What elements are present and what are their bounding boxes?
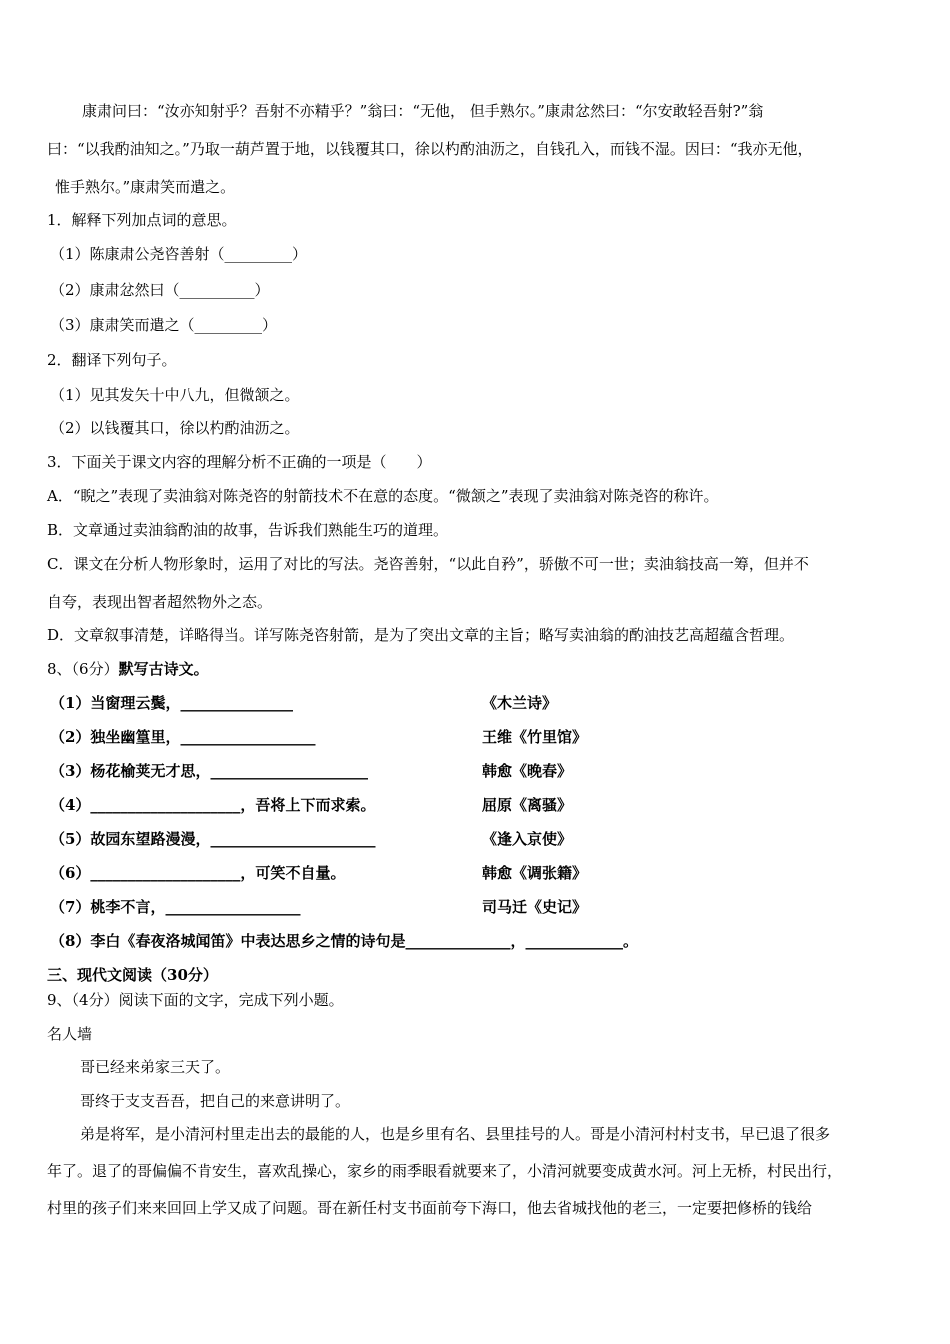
poem-row-source: 韩愈《调张籍》 (482, 864, 588, 882)
passage-line: 曰：“以我酌油知之。”乃取一葫芦置于地，以钱覆其口，徐以杓酌油沥之，自钱孔入，而钱不湿。因曰：“我亦无他， (47, 140, 813, 158)
article-paragraph: 弟是将军，是小清河村里走出去的最能的人，也是乡里有名、县里挂号的人。哥是小清河村村支书，早已退了很多 (80, 1125, 831, 1143)
poem-row-last: （8）李白《春夜洛城闻笛》中表达思乡之情的诗句是______________，_____________。 (50, 932, 638, 950)
poem-row-source: 司马迁《史记》 (482, 898, 588, 916)
question-3-stem: 3．下面关于课文内容的理解分析不正确的一项是（ ） (47, 453, 432, 471)
poem-row (50, 693, 930, 713)
poem-row-text: （7）桃李不言，__________________ (50, 898, 301, 916)
poem-row-source: 王维《竹里馆》 (482, 728, 588, 746)
question-3-option-c: C．课文在分析人物形象时，运用了对比的写法。尧咨善射，“以此自矜”，骄傲不可一世；卖油翁技高一筹，但并不 (47, 555, 809, 573)
poem-row-source: 韩愈《晚春》 (482, 762, 573, 780)
question-2-item: （2）以钱覆其口，徐以杓酌油沥之。 (50, 419, 300, 437)
question-8-title: 默写古诗文。 (118, 660, 209, 678)
poem-row-text: （2）独坐幽篁里，__________________ (50, 728, 316, 746)
poem-row (50, 897, 930, 917)
passage-line: 惟手熟尔。”康肃笑而遣之。 (55, 178, 236, 196)
article-paragraph: 哥终于支支吾吾，把自己的来意讲明了。 (80, 1092, 351, 1110)
poem-row (50, 761, 930, 781)
article-paragraph-cont: 村里的孩子们来来回回上学又成了问题。哥在新任村支书面前夸下海口，他去省城找他的老三，一定要把修桥的钱给 (47, 1199, 813, 1217)
article-title: 名人墙 (47, 1025, 93, 1043)
poem-row-source: 屈原《离骚》 (482, 796, 573, 814)
question-8-stem (47, 659, 209, 679)
poem-row-text: （6）____________________，可笑不自量。 (50, 864, 346, 882)
question-1-item: （2）康肃忿然曰（__________） (50, 281, 270, 299)
poem-row-text: （3）杨花榆荚无才思，_____________________ (50, 762, 368, 780)
question-3-option-a: A．“睨之”表现了卖油翁对陈尧咨的射箭技术不在意的态度。“微颔之”表现了卖油翁对陈尧咨的称许。 (47, 487, 719, 505)
poem-row (50, 863, 930, 883)
poem-row (50, 727, 930, 747)
poem-row-source: 《逢入京使》 (482, 830, 573, 848)
passage-line: 康肃问曰：“汝亦知射乎？吾射不亦精乎？”翁曰：“无他， 但手熟尔。”康肃忿然曰：“尔安敢轻吾射?”翁 (82, 102, 764, 120)
poem-row (50, 829, 930, 849)
section-heading: 三、现代文阅读（30分） (47, 966, 218, 984)
poem-row-text: （4）____________________，吾将上下而求索。 (50, 796, 376, 814)
question-1-item: （3）康肃笑而遣之（_________） (50, 316, 278, 334)
question-3-option-d: D．文章叙事清楚，详略得当。详写陈尧咨射箭，是为了突出文章的主旨；略写卖油翁的酌油技艺高超蕴含哲理。 (47, 626, 795, 644)
question-3-option-c-cont: 自夸，表现出智者超然物外之态。 (47, 593, 273, 611)
poem-row-text: （5）故园东望路漫漫，______________________ (50, 830, 376, 848)
poem-row (50, 795, 930, 815)
question-3-option-b: B．文章通过卖油翁酌油的故事，告诉我们熟能生巧的道理。 (47, 521, 449, 539)
article-paragraph: 哥已经来弟家三天了。 (80, 1058, 231, 1076)
article-paragraph-cont: 年了。退了的哥偏偏不肯安生，喜欢乱操心，家乡的雨季眼看就要来了，小清河就要变成黄水河。河上无桥，村民出行， (47, 1162, 843, 1180)
poem-row-text: （1）当窗理云鬓，_______________ (50, 694, 293, 712)
question-9-stem: 9、（4分）阅读下面的文字，完成下列小题。 (47, 991, 344, 1009)
question-8-prefix: 8、（6分） (47, 660, 119, 678)
question-1-item: （1）陈康肃公尧咨善射（_________） (50, 245, 308, 263)
question-2-stem: 2．翻译下列句子。 (47, 351, 177, 369)
poem-row-source: 《木兰诗》 (482, 694, 558, 712)
question-1-stem: 1．解释下列加点词的意思。 (47, 211, 237, 229)
question-2-item: （1）见其发矢十中八九，但微颔之。 (50, 386, 300, 404)
